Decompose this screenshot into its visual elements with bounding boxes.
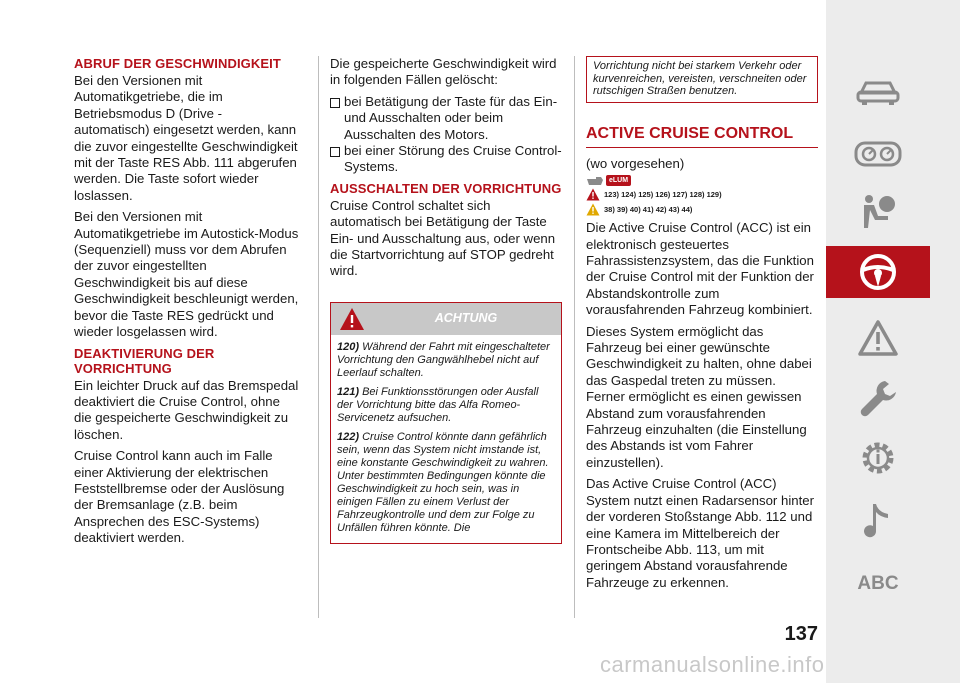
warning-number: 120): [337, 340, 360, 353]
column-middle: [330, 56, 562, 544]
elum-label: eLUM: [606, 175, 631, 186]
warning-icon: [857, 319, 899, 357]
warning-text: Bei Funktionsstörungen oder Ausfall der Vorrichtung bitte das Alfa Romeo-Servicenetz aufsuchen.: [337, 385, 539, 424]
paragraph: Die gespeicherte Geschwindigkeit wird in folgenden Fällen gelöscht:: [330, 56, 557, 88]
warning-text: Während der Fahrt mit eingeschalteter Vorrichtung den Gangwählhebel nicht auf Leerlauf schalten.: [337, 340, 550, 379]
hand-pointer-icon: [586, 174, 604, 186]
wrench-icon: [857, 377, 899, 419]
warning-triangle-icon: [586, 188, 600, 201]
sidebar-item-emergency[interactable]: [826, 312, 930, 364]
airbag-icon: [858, 192, 898, 232]
paragraph: Dieses System ermöglicht das Fahrzeug bei einer gewünschte Geschwindigkeit zu halten, ohne dabei das Gaspedal treten zu müssen. Ferner ermöglicht es einen gewissen Abstand zum vorausfahrenden Fahrzeug einzuhalten (die Einstellung des Abstands ist vom Fahrer einzustellen).: [586, 323, 812, 470]
settings-icon: [857, 437, 899, 479]
bullet-square-icon: [330, 147, 340, 157]
dashboard-icon: [854, 140, 902, 168]
warning-item: [337, 341, 555, 380]
warning-header: [331, 303, 561, 335]
note-reference-row: [586, 203, 818, 216]
bullet-item: [330, 94, 562, 143]
column-divider-2: [574, 56, 575, 618]
warning-number: 122): [337, 430, 360, 443]
bullet-square-icon: [330, 98, 340, 108]
sidebar-item-maintenance[interactable]: [826, 372, 930, 424]
watermark: carmanualsonline.info: [600, 652, 825, 677]
car-icon: [855, 77, 901, 107]
note-box: [586, 56, 818, 103]
bullet-item: [330, 143, 562, 176]
note-references: 38) 39) 40) 41) 42) 43) 44): [604, 205, 693, 215]
sidebar-item-safety[interactable]: [826, 186, 930, 238]
column-divider-1: [318, 56, 319, 618]
warning-label: ACHTUNG: [434, 310, 498, 325]
paragraph: Das Active Cruise Control (ACC) System nutzt einen Radarsensor hinter der vorderen Stoßstange Abb. 112 und eine Kamera im Mittelbereich der Frontscheibe Abb. 113, um mit geringem Abstand vorausfahrende Fahrzeuge zu erkennen.: [586, 476, 814, 590]
column-right: [586, 56, 818, 596]
note-text: Vorrichtung nicht bei starkem Verkehr oder kurvenreichen, vereisten, verschneiten oder rutschigen Straßen benutzen.: [593, 60, 807, 98]
warning-item: [337, 431, 555, 535]
sidebar-item-instruments[interactable]: [826, 128, 930, 180]
heading-deaktivierung: DEAKTIVIERUNG DER VORRICHTUNG: [74, 345, 215, 376]
warning-references: 123) 124) 125) 126) 127) 128) 129): [604, 190, 722, 200]
paragraph: Die Active Cruise Control (ACC) ist ein elektronisch gesteuertes Fahrassistenzsystem, das die Funktion der Cruise Control mit der Funktion der Abstandskontrolle zum vorausfahrenden Fahrzeug kombiniert.: [586, 220, 814, 318]
bullet-text: bei Betätigung der Taste für das Ein- und Ausschalten oder beim Ausschalten des Motors.: [344, 93, 558, 142]
sidebar-item-multimedia[interactable]: [826, 494, 930, 546]
heading-abruf: ABRUF DER GESCHWINDIGKEIT: [74, 56, 281, 71]
heading-ausschalten: AUSSCHALTEN DER VORRICHTUNG: [330, 180, 562, 196]
warning-text: Cruise Control könnte dann gefährlich sein, wenn das System nicht imstande ist, eine konstante Geschwindigkeit zu wahren. Unter bestimmten Bedingungen könnte die Geschwindigkeit zu hoch sein, was in einigen Fällen zu einem Verlust der Fahrzeugkontrolle und dem zur Folge zu Unfällen führen könnte. Die: [337, 430, 549, 534]
optional-note: (wo vorgesehen): [586, 155, 685, 171]
paragraph: Ein leichter Druck auf das Bremspedal deaktiviert die Cruise Control, ohne die gespeicherte Geschwindigkeit zu löschen.: [74, 377, 299, 442]
music-icon: [861, 500, 895, 540]
paragraph: Bei den Versionen mit Automatikgetriebe, die im Betriebsmodus D (Drive - automatisch) eingesetzt werden, kann die zuvor eingestellte Geschwindigkeit mit der Taste RES Abb. 111 abgerufen werden. Die Taste sofort wieder loslassen.: [74, 73, 298, 203]
warning-box: [330, 302, 562, 544]
steering-wheel-icon: [858, 252, 898, 292]
caution-triangle-icon: [586, 203, 600, 216]
warning-reference-row: [586, 188, 818, 201]
abc-index: ABC: [857, 573, 899, 594]
sidebar-item-driving[interactable]: [826, 246, 930, 298]
paragraph: Bei den Versionen mit Automatikgetriebe im Autostick-Modus (Sequenziell) muss vor dem Abrufen der zuvor eingestellten Geschwindigkeit bis auf diese Geschwindigkeit beschleunigt werden, bevor die Taste RES gedrückt und wieder losgelassen wird.: [74, 209, 299, 340]
column-left: [74, 56, 300, 552]
paragraph: Cruise Control kann auch im Falle einer Aktivierung der elektrischen Feststellbremse oder der Auslösung der Bremsanlage (z.B. beim Ansprechen des ESC-Systems) deaktiviert werden.: [74, 448, 285, 546]
sidebar-item-car[interactable]: [826, 66, 930, 118]
warning-item: [337, 386, 555, 425]
section-title: ACTIVE CRUISE CONTROL: [586, 125, 818, 148]
warning-number: 121): [337, 385, 360, 398]
bullet-text: bei einer Störung des Cruise Control-Systems.: [344, 143, 562, 175]
chapter-sidebar: [826, 0, 960, 683]
sidebar-item-technical-data[interactable]: [826, 432, 930, 484]
elum-badge: [586, 174, 818, 186]
sidebar-item-index[interactable]: [826, 558, 930, 610]
page-number: 137: [784, 623, 818, 645]
paragraph: Cruise Control schaltet sich automatisch bei Betätigung der Taste Ein- und Ausschaltung aus, oder wenn die Startvorrichtung auf STOP gedreht wird.: [330, 197, 556, 279]
warning-body: [331, 335, 561, 543]
